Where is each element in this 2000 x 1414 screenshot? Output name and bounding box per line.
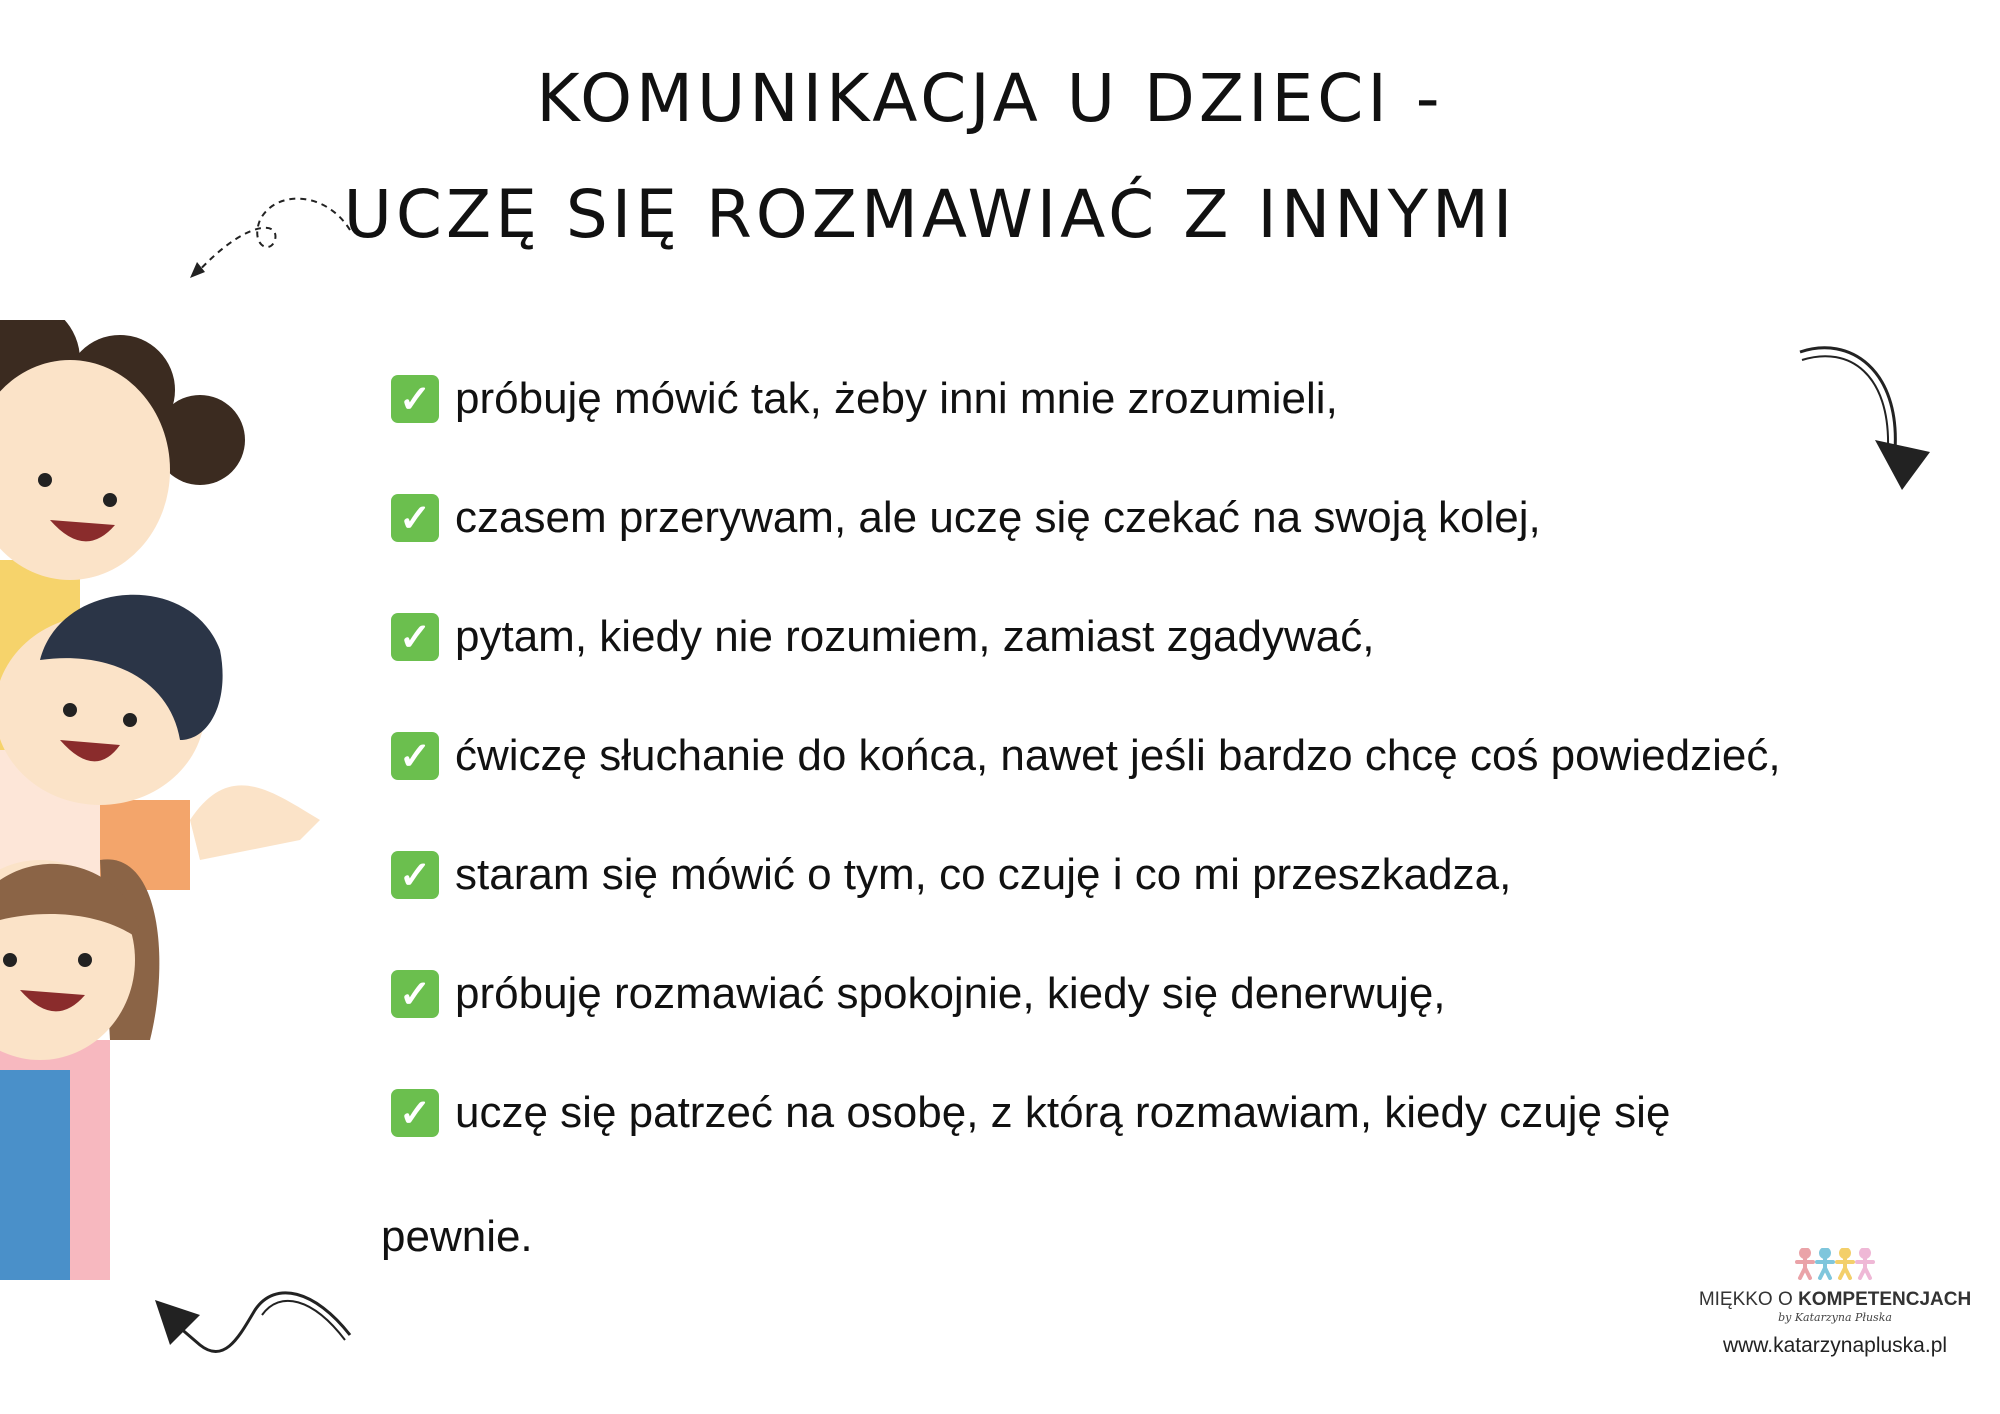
item-text: pytam, kiedy nie rozumiem, zamiast zgadywać,: [455, 612, 1375, 661]
list-item: [391, 374, 1338, 424]
title-line-1: KOMUNIKACJA U DZIECI -: [536, 60, 1444, 137]
list-item: [391, 731, 1781, 781]
list-item: [391, 612, 1374, 662]
list-item: [391, 1088, 1670, 1138]
check-icon: ✓: [391, 970, 439, 1018]
item-text: uczę się patrzeć na osobę, z którą rozmawiam, kiedy czuję się: [455, 1088, 1671, 1137]
squiggle-arrow-icon: [145, 1270, 355, 1370]
check-icon: ✓: [391, 613, 439, 661]
check-icon: ✓: [391, 851, 439, 899]
list-item: [391, 493, 1541, 543]
check-icon: ✓: [391, 1089, 439, 1137]
logo-byline: by Katarzyna Płuska: [1778, 1311, 1892, 1324]
check-icon: ✓: [391, 494, 439, 542]
item-text: czasem przerywam, ale uczę się czekać na swoją kolej,: [455, 493, 1541, 542]
curved-arrow-icon: [1790, 340, 1940, 500]
title-line-2: UCZĘ SIĘ ROZMAWIAĆ Z INNYMI: [343, 176, 1517, 253]
children-illustration: [0, 320, 330, 1280]
website-url[interactable]: www.katarzynapluska.pl: [1722, 1334, 1948, 1357]
logo-name-light: MIĘKKO O: [1698, 1289, 1799, 1310]
item-continuation: pewnie.: [381, 1212, 533, 1261]
paper-people-icon: [1795, 1248, 1875, 1280]
check-icon: ✓: [391, 375, 439, 423]
logo-name: [1690, 1289, 1980, 1311]
item-text: próbuję mówić tak, żeby inni mnie zrozumieli,: [455, 374, 1338, 423]
brand-logo: [1690, 1248, 1980, 1358]
dashed-arrow-icon: [185, 190, 355, 280]
item-text: staram się mówić o tym, co czuję i co mi przeszkadza,: [455, 850, 1512, 899]
check-icon: ✓: [391, 732, 439, 780]
item-text: próbuję rozmawiać spokojnie, kiedy się denerwuję,: [455, 969, 1446, 1018]
item-text: ćwiczę słuchanie do końca, nawet jeśli bardzo chcę coś powiedzieć,: [455, 731, 1781, 780]
list-item: [391, 850, 1511, 900]
logo-name-bold: KOMPETENCJACH: [1798, 1289, 1972, 1310]
list-item: [391, 969, 1446, 1019]
